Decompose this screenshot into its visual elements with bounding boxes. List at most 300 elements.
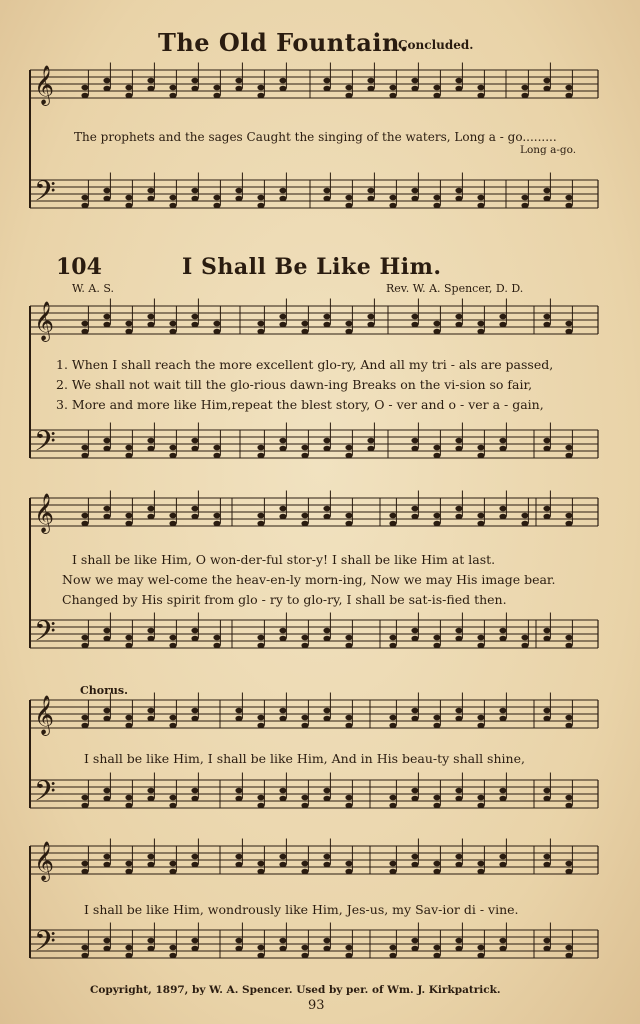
note-head — [213, 513, 220, 519]
note-head — [169, 329, 176, 335]
note-head — [235, 196, 242, 202]
note-head — [433, 803, 440, 809]
note-head — [455, 446, 462, 452]
note-head — [565, 723, 572, 729]
note-head — [257, 453, 264, 459]
note-head — [103, 314, 110, 320]
note-head — [323, 506, 330, 512]
note-head — [455, 716, 462, 722]
note-head — [543, 938, 550, 944]
note-head — [147, 716, 154, 722]
note-head — [213, 321, 220, 327]
note-head — [433, 93, 440, 99]
note-head — [411, 636, 418, 642]
note-head — [389, 93, 396, 99]
note-head — [565, 795, 572, 801]
note-head — [147, 636, 154, 642]
note-head — [213, 85, 220, 91]
note-head — [301, 329, 308, 335]
note-head — [81, 635, 88, 641]
note-head — [455, 322, 462, 328]
note-head — [543, 314, 550, 320]
note-head — [433, 861, 440, 867]
note-head — [125, 93, 132, 99]
note-head — [103, 854, 110, 860]
note-head — [433, 715, 440, 721]
note-head — [455, 188, 462, 194]
note-head — [279, 636, 286, 642]
note-head — [367, 78, 374, 84]
note-head — [257, 869, 264, 875]
note-head — [323, 716, 330, 722]
note-head — [169, 321, 176, 327]
note-head — [411, 78, 418, 84]
note-head — [433, 953, 440, 959]
note-head — [499, 716, 506, 722]
note-head — [477, 445, 484, 451]
note-head — [433, 203, 440, 209]
note-head — [81, 715, 88, 721]
note-head — [499, 946, 506, 952]
note-head — [191, 196, 198, 202]
note-head — [279, 628, 286, 634]
note-head — [477, 795, 484, 801]
note-head — [191, 946, 198, 952]
note-head — [411, 938, 418, 944]
note-head — [433, 321, 440, 327]
note-head — [345, 953, 352, 959]
note-head — [257, 445, 264, 451]
note-head — [191, 314, 198, 320]
note-head — [213, 93, 220, 99]
note-head — [191, 708, 198, 714]
note-head — [103, 446, 110, 452]
note-head — [499, 314, 506, 320]
note-head — [169, 723, 176, 729]
treble-clef: 𝄞 — [34, 301, 55, 341]
note-head — [367, 314, 374, 320]
note-head — [81, 953, 88, 959]
chorus-label: Chorus. — [80, 684, 128, 697]
note-head — [477, 195, 484, 201]
note-head — [213, 329, 220, 335]
note-head — [455, 314, 462, 320]
note-head — [543, 708, 550, 714]
note-head — [433, 643, 440, 649]
note-head — [301, 513, 308, 519]
note-head — [235, 716, 242, 722]
note-head — [499, 862, 506, 868]
note-head — [125, 945, 132, 951]
note-head — [279, 438, 286, 444]
note-head — [499, 514, 506, 520]
note-head — [477, 329, 484, 335]
hymn-title: I Shall Be Like Him. — [182, 254, 442, 280]
note-head — [279, 514, 286, 520]
note-head — [455, 854, 462, 860]
note-head — [499, 708, 506, 714]
note-head — [279, 322, 286, 328]
note-head — [477, 953, 484, 959]
note-head — [103, 86, 110, 92]
note-head — [455, 438, 462, 444]
note-head — [125, 329, 132, 335]
note-head — [279, 196, 286, 202]
note-head — [477, 643, 484, 649]
note-head — [565, 945, 572, 951]
lyricist-credit: W. A. S. — [72, 282, 114, 295]
note-head — [213, 643, 220, 649]
note-head — [257, 635, 264, 641]
note-head — [411, 946, 418, 952]
note-head — [301, 795, 308, 801]
note-head — [235, 86, 242, 92]
note-head — [455, 628, 462, 634]
note-head — [301, 861, 308, 867]
note-head — [81, 643, 88, 649]
note-head — [411, 86, 418, 92]
note-head — [81, 321, 88, 327]
note-head — [323, 188, 330, 194]
song-title-old-fountain: The Old Fountain. — [158, 28, 409, 57]
note-head — [257, 723, 264, 729]
note-head — [103, 196, 110, 202]
note-head — [411, 196, 418, 202]
note-head — [257, 513, 264, 519]
note-head — [81, 945, 88, 951]
note-head — [565, 513, 572, 519]
note-head — [257, 195, 264, 201]
note-head — [169, 195, 176, 201]
note-head — [433, 195, 440, 201]
note-head — [543, 86, 550, 92]
note-head — [191, 796, 198, 802]
note-head — [235, 788, 242, 794]
note-head — [257, 795, 264, 801]
note-head — [565, 85, 572, 91]
note-head — [169, 513, 176, 519]
note-head — [147, 938, 154, 944]
note-head — [455, 862, 462, 868]
note-head — [301, 321, 308, 327]
note-head — [103, 946, 110, 952]
note-head — [235, 188, 242, 194]
treble-clef: 𝄞 — [34, 841, 55, 881]
note-head — [213, 195, 220, 201]
note-head — [103, 506, 110, 512]
note-head — [411, 862, 418, 868]
note-head — [81, 85, 88, 91]
note-head — [323, 314, 330, 320]
note-head — [543, 946, 550, 952]
note-head — [191, 438, 198, 444]
note-head — [411, 708, 418, 714]
note-head — [323, 636, 330, 642]
note-head — [169, 795, 176, 801]
note-head — [477, 803, 484, 809]
note-head — [169, 869, 176, 875]
note-head — [169, 203, 176, 209]
note-head — [257, 329, 264, 335]
bass-clef: 𝄢 — [34, 775, 56, 815]
note-head — [257, 321, 264, 327]
note-head — [345, 453, 352, 459]
note-head — [477, 715, 484, 721]
note-head — [565, 715, 572, 721]
note-head — [389, 85, 396, 91]
note-head — [125, 869, 132, 875]
note-head — [389, 203, 396, 209]
note-head — [279, 86, 286, 92]
note-head — [301, 869, 308, 875]
note-head — [521, 195, 528, 201]
note-head — [521, 85, 528, 91]
note-head — [477, 513, 484, 519]
note-head — [257, 93, 264, 99]
note-head — [389, 521, 396, 527]
note-head — [125, 715, 132, 721]
note-head — [213, 445, 220, 451]
note-head — [499, 628, 506, 634]
note-head — [411, 446, 418, 452]
note-head — [323, 708, 330, 714]
note-head — [191, 514, 198, 520]
note-head — [279, 946, 286, 952]
note-head — [345, 521, 352, 527]
note-head — [213, 203, 220, 209]
note-head — [389, 803, 396, 809]
note-head — [147, 788, 154, 794]
note-head — [323, 86, 330, 92]
note-head — [323, 796, 330, 802]
treble-clef: 𝄞 — [34, 65, 55, 105]
note-head — [103, 438, 110, 444]
note-head — [191, 188, 198, 194]
note-head — [191, 506, 198, 512]
note-head — [477, 85, 484, 91]
note-head — [169, 861, 176, 867]
note-head — [147, 854, 154, 860]
note-head — [345, 803, 352, 809]
note-head — [257, 953, 264, 959]
note-head — [345, 715, 352, 721]
note-head — [521, 203, 528, 209]
note-head — [125, 321, 132, 327]
verse-line: Changed by His spirit from glo - ry to glo-ry, I shall be sat-is-fied then. — [62, 592, 507, 607]
bass-clef: 𝄢 — [34, 175, 56, 215]
note-head — [103, 938, 110, 944]
note-head — [103, 322, 110, 328]
note-head — [323, 628, 330, 634]
note-head — [499, 322, 506, 328]
note-head — [147, 514, 154, 520]
note-head — [147, 946, 154, 952]
note-head — [477, 93, 484, 99]
note-head — [455, 636, 462, 642]
note-head — [279, 708, 286, 714]
note-head — [543, 636, 550, 642]
note-head — [543, 628, 550, 634]
note-head — [125, 195, 132, 201]
note-head — [543, 716, 550, 722]
note-head — [565, 803, 572, 809]
note-head — [257, 521, 264, 527]
note-head — [543, 188, 550, 194]
note-head — [103, 628, 110, 634]
note-head — [279, 854, 286, 860]
verse-line: 2. We shall not wait till the glo-rious dawn-ing Breaks on the vi-sion so fair, — [56, 377, 533, 392]
note-head — [81, 861, 88, 867]
note-head — [103, 716, 110, 722]
note-head — [543, 788, 550, 794]
note-head — [235, 854, 242, 860]
note-head — [169, 953, 176, 959]
note-head — [565, 453, 572, 459]
note-head — [191, 636, 198, 642]
note-head — [433, 445, 440, 451]
note-head — [147, 438, 154, 444]
note-head — [345, 195, 352, 201]
note-head — [389, 795, 396, 801]
note-head — [279, 446, 286, 452]
note-head — [81, 723, 88, 729]
note-head — [543, 514, 550, 520]
note-head — [103, 708, 110, 714]
note-head — [543, 78, 550, 84]
note-head — [191, 78, 198, 84]
note-head — [367, 446, 374, 452]
verse-line: Now we may wel-come the heav-en-ly morn-ing, Now we may His image bear. — [62, 572, 556, 587]
note-head — [169, 643, 176, 649]
note-head — [411, 796, 418, 802]
note-head — [477, 861, 484, 867]
note-head — [81, 203, 88, 209]
note-head — [301, 521, 308, 527]
note-head — [367, 322, 374, 328]
note-head — [455, 506, 462, 512]
note-head — [477, 945, 484, 951]
note-head — [345, 723, 352, 729]
note-head — [323, 862, 330, 868]
note-head — [477, 869, 484, 875]
note-head — [499, 506, 506, 512]
note-head — [125, 635, 132, 641]
note-head — [191, 938, 198, 944]
note-head — [235, 708, 242, 714]
note-head — [543, 506, 550, 512]
bass-clef: 𝄢 — [34, 425, 56, 465]
note-head — [521, 93, 528, 99]
note-head — [389, 195, 396, 201]
note-head — [477, 521, 484, 527]
note-head — [565, 861, 572, 867]
note-head — [411, 438, 418, 444]
note-head — [565, 321, 572, 327]
note-head — [191, 862, 198, 868]
note-head — [81, 329, 88, 335]
note-head — [125, 453, 132, 459]
note-head — [81, 445, 88, 451]
note-head — [103, 788, 110, 794]
note-head — [147, 708, 154, 714]
note-head — [543, 322, 550, 328]
note-head — [565, 953, 572, 959]
note-head — [257, 861, 264, 867]
note-head — [565, 869, 572, 875]
copyright-notice: Copyright, 1897, by W. A. Spencer. Used by per. of Wm. J. Kirkpatrick. — [90, 984, 501, 996]
note-head — [455, 86, 462, 92]
note-head — [433, 723, 440, 729]
note-head — [499, 854, 506, 860]
note-head — [389, 723, 396, 729]
page-number: 93 — [308, 998, 325, 1013]
note-head — [477, 203, 484, 209]
note-head — [411, 506, 418, 512]
note-head — [191, 716, 198, 722]
note-head — [301, 635, 308, 641]
note-head — [367, 196, 374, 202]
note-head — [125, 85, 132, 91]
note-head — [345, 635, 352, 641]
note-head — [191, 788, 198, 794]
note-head — [81, 195, 88, 201]
note-head — [103, 514, 110, 520]
note-head — [543, 196, 550, 202]
note-head — [455, 708, 462, 714]
note-head — [389, 953, 396, 959]
note-head — [411, 628, 418, 634]
note-head — [433, 513, 440, 519]
note-head — [411, 716, 418, 722]
note-head — [455, 796, 462, 802]
note-head — [279, 314, 286, 320]
note-head — [235, 946, 242, 952]
note-head — [147, 862, 154, 868]
note-head — [147, 446, 154, 452]
note-head — [323, 446, 330, 452]
note-head — [389, 513, 396, 519]
note-head — [521, 513, 528, 519]
note-head — [455, 78, 462, 84]
note-head — [81, 795, 88, 801]
note-head — [565, 203, 572, 209]
note-head — [345, 861, 352, 867]
note-head — [81, 513, 88, 519]
note-head — [147, 78, 154, 84]
lyric-echo: Long a-go. — [520, 144, 577, 156]
note-head — [477, 635, 484, 641]
note-head — [301, 453, 308, 459]
note-head — [543, 854, 550, 860]
note-head — [323, 322, 330, 328]
note-head — [279, 506, 286, 512]
note-head — [257, 715, 264, 721]
note-head — [345, 445, 352, 451]
note-head — [323, 946, 330, 952]
note-head — [81, 521, 88, 527]
treble-clef: 𝄞 — [34, 695, 55, 735]
note-head — [565, 195, 572, 201]
note-head — [565, 445, 572, 451]
bass-clef: 𝄢 — [34, 925, 56, 965]
note-head — [499, 938, 506, 944]
composer-credit: Rev. W. A. Spencer, D. D. — [386, 282, 524, 295]
note-head — [191, 322, 198, 328]
note-head — [345, 321, 352, 327]
note-head — [191, 446, 198, 452]
note-head — [411, 188, 418, 194]
note-head — [301, 803, 308, 809]
